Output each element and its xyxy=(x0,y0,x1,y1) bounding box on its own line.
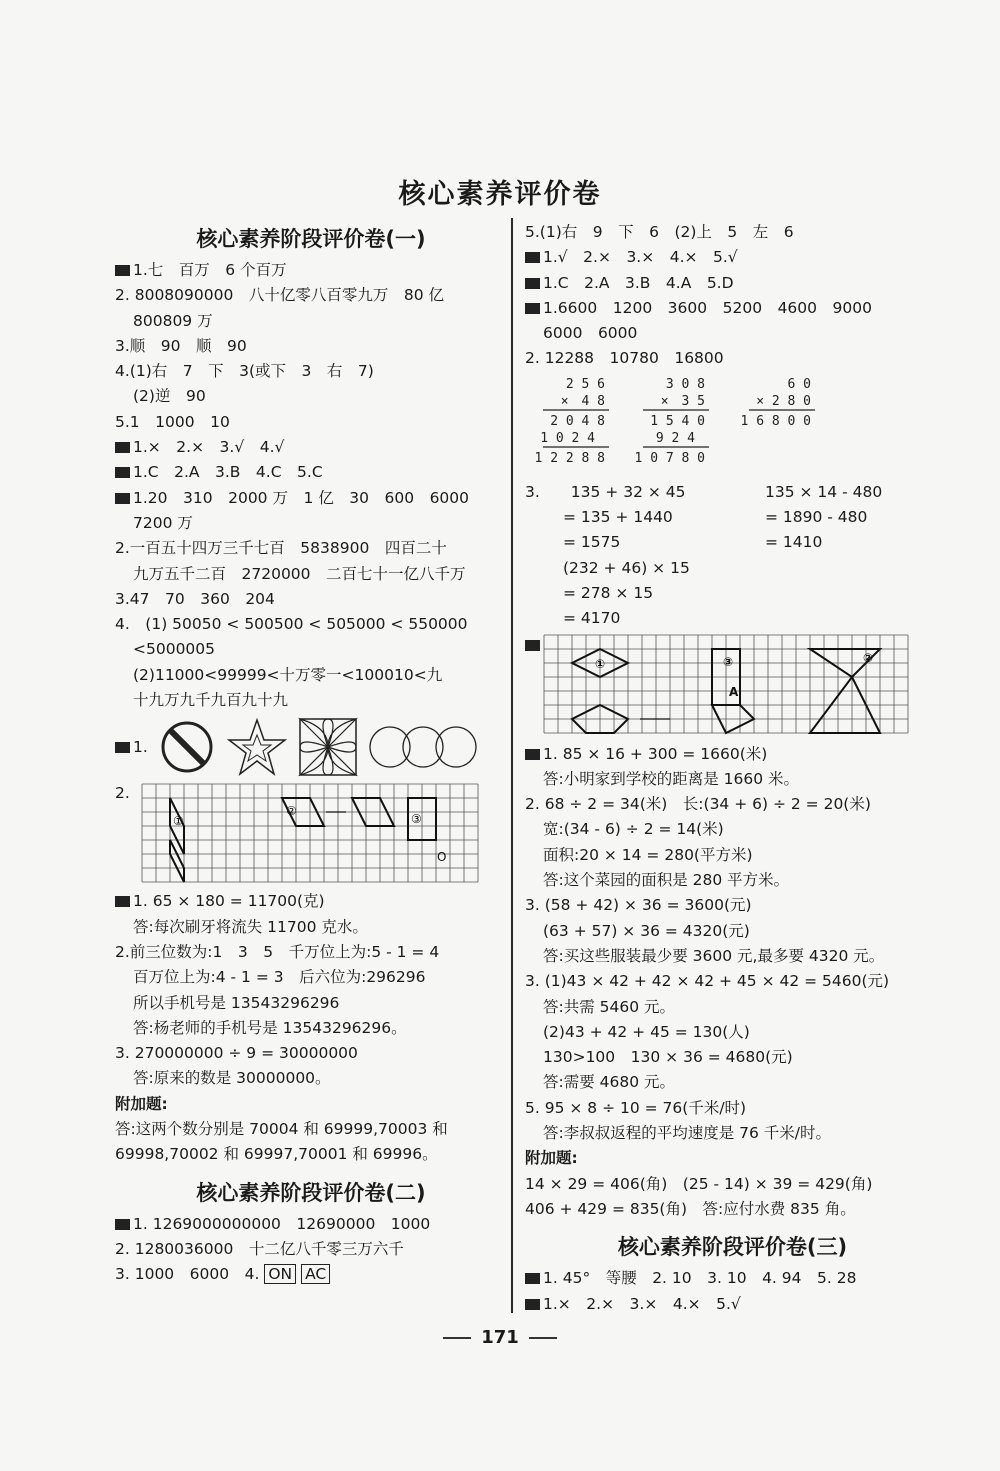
vertical-calculations xyxy=(525,372,940,480)
answer-line: 2. xyxy=(115,784,130,803)
answer-line: 2. 8008090000 八十亿零八百零九万 80 亿 xyxy=(115,286,444,305)
translation-grid xyxy=(141,783,481,885)
calc-b-line: 1 0 7 8 0 xyxy=(634,450,705,466)
section-title-2: 核心素养阶段评价卷(二) xyxy=(196,1180,426,1205)
section-marker-icon xyxy=(525,1299,540,1310)
no-sign-figure xyxy=(158,718,216,776)
boxed-answer: AC xyxy=(301,1264,330,1284)
answer-line: (232 + 46) × 15 xyxy=(563,558,690,577)
grid-question xyxy=(115,781,507,889)
answer-line: 5.1 1000 10 xyxy=(115,412,230,431)
answer-line: 宽:(34 - 6) ÷ 2 = 14(米) xyxy=(543,820,724,839)
answer-line: 答:小明家到学校的距离是 1660 米。 xyxy=(543,769,800,788)
answer-line: 7200 万 xyxy=(133,513,193,532)
answer-line: 附加题: xyxy=(115,1094,168,1113)
column-divider xyxy=(511,218,513,1313)
calc-b-line: × 3 5 xyxy=(660,393,705,409)
section-title-1: 核心素养阶段评价卷(一) xyxy=(196,227,426,251)
calc-a-line: 2 0 4 8 xyxy=(550,413,605,429)
answer-line: = 278 × 15 xyxy=(563,583,654,602)
grid-label: ③ xyxy=(723,654,734,669)
answer-line: 附加题: xyxy=(525,1149,578,1168)
answer-line: 答:原来的数是 30000000。 xyxy=(133,1069,331,1088)
answer-line: 所以手机号是 13543296296 xyxy=(133,993,340,1012)
right-column xyxy=(525,220,940,1317)
answer-line: 130>100 130 × 36 = 4680(元) xyxy=(543,1048,793,1067)
transform-grid xyxy=(543,634,913,742)
rings-figure xyxy=(368,717,478,777)
page-title: 核心素养评价卷 xyxy=(398,179,602,210)
calc-c-line: 6 0 xyxy=(787,376,811,392)
answer-line: 3.顺 90 顺 90 xyxy=(115,336,247,355)
answer-line: 3. 270000000 ÷ 9 = 30000000 xyxy=(115,1044,358,1063)
answer-line: 3. (58 + 42) × 36 = 3600(元) xyxy=(525,896,752,915)
answer-line: (2)逆 90 xyxy=(133,387,206,406)
answer-line: 5.(1)右 9 下 6 (2)上 5 左 6 xyxy=(525,223,794,241)
answer-line: 十九万九千九百九十九 xyxy=(133,691,289,710)
answer-line: 1.七 百万 6 个百万 xyxy=(115,258,507,283)
calc-b-line: 3 0 8 xyxy=(665,376,705,392)
answer-line: 九万五千二百 2720000 二百七十一亿八千万 xyxy=(133,564,466,583)
left-column xyxy=(115,220,507,1288)
answer-line: (63 + 57) × 36 = 4320(元) xyxy=(543,921,750,940)
answer-line: 1. 85 × 16 + 300 = 1660(米) xyxy=(525,742,940,767)
answer-line: 1.C 2.A 3.B 4.A 5.D xyxy=(525,271,940,296)
grid-label: ② xyxy=(863,650,874,665)
star-figure xyxy=(226,717,288,777)
section-marker-icon xyxy=(115,493,130,504)
parallelogram-shape xyxy=(170,840,184,882)
answer-line: 答:需要 4680 元。 xyxy=(543,1073,676,1092)
symmetry-figures xyxy=(115,713,507,781)
calc-c-line: × 2 8 0 xyxy=(756,393,811,409)
answer-line: 答:杨老师的手机号是 13543296296。 xyxy=(133,1018,407,1037)
calc-a-line: 1 0 2 4 xyxy=(540,430,595,446)
answer-line: = 4170 xyxy=(563,609,621,628)
answer-line: 1. 45° 等腰 2. 10 3. 10 4. 94 5. 28 xyxy=(525,1266,940,1291)
answer-line: = 1575 xyxy=(563,533,621,552)
answer-line: = 1410 xyxy=(765,533,823,552)
answer-line: 1. 1269000000000 12690000 1000 xyxy=(115,1212,507,1237)
answer-line: = 1890 - 480 xyxy=(765,508,868,527)
section-marker-icon xyxy=(115,442,130,453)
grid-label: O xyxy=(437,850,447,865)
page-number: 171 xyxy=(0,1327,1000,1348)
section-marker-icon xyxy=(525,303,540,314)
calc-a-line: 2 5 6 xyxy=(565,376,605,392)
answer-line: 答:李叔叔返程的平均速度是 76 千米/时。 xyxy=(543,1124,832,1143)
answer-line: = 135 + 1440 xyxy=(563,508,673,527)
answer-line: 答:买这些服装最少要 3600 元,最多要 4320 元。 xyxy=(543,946,885,965)
answer-line: 1. 65 × 180 = 11700(克) xyxy=(115,889,507,914)
calc-b-line: 1 5 4 0 xyxy=(650,413,705,429)
answer-line: <5000005 xyxy=(133,640,216,659)
calc-a-line: × 4 8 xyxy=(560,393,605,409)
answer-line: 答:每次刷牙将流失 11700 克水。 xyxy=(133,917,368,936)
boxed-answer: ON xyxy=(264,1264,296,1284)
section-marker-icon xyxy=(115,265,130,276)
answer-line: 406 + 429 = 835(角) 答:应付水费 835 角。 xyxy=(525,1199,856,1218)
calc-b-line: 9 2 4 xyxy=(655,430,695,446)
answer-line: 1.C 2.A 3.B 4.C 5.C xyxy=(115,460,507,485)
calc-c-line: 1 6 8 0 0 xyxy=(740,413,811,429)
answer-line: 1.× 2.× 3.√ 4.√ xyxy=(115,435,507,460)
section-marker-icon xyxy=(525,640,540,651)
answer-line: 答:这两个数分别是 70004 和 69999,70003 和 xyxy=(115,1120,448,1139)
section-marker-icon xyxy=(115,742,130,753)
section-marker-icon xyxy=(115,1219,130,1230)
section-marker-icon xyxy=(525,278,540,289)
answer-line: 3. 1000 6000 4. ON AC xyxy=(115,1262,507,1287)
answer-line: 1.6600 1200 3600 5200 4600 9000 xyxy=(525,296,940,321)
answer-line: 800809 万 xyxy=(133,311,213,330)
answer-line: 14 × 29 = 406(角) (25 - 14) × 39 = 429(角) xyxy=(525,1174,873,1193)
flower-square-figure xyxy=(298,717,358,777)
answer-line: 2. 12288 10780 16800 xyxy=(525,349,724,368)
answer-line: 答:这个菜园的面积是 280 平方米。 xyxy=(543,871,790,890)
grid-label: ① xyxy=(173,814,184,829)
answer-line: 4. (1) 50050 < 500500 < 505000 < 550000 xyxy=(115,615,468,634)
grid-label: ① xyxy=(595,656,606,671)
section-marker-icon xyxy=(525,1273,540,1284)
answer-line: 2.一百五十四万三千七百 5838900 四百二十 xyxy=(115,539,447,558)
section-marker-icon xyxy=(525,749,540,760)
section-marker-icon xyxy=(525,252,540,263)
answer-line: 答:共需 5460 元。 xyxy=(543,997,676,1016)
answer-line: 3. 135 + 32 × 45 xyxy=(525,482,686,501)
answer-line: 2. 1280036000 十二亿八千零三万六千 xyxy=(115,1239,404,1258)
grid-question xyxy=(525,634,940,742)
section-marker-icon xyxy=(115,467,130,478)
answer-line: 2. 68 ÷ 2 = 34(米) 长:(34 + 6) ÷ 2 = 20(米) xyxy=(525,795,871,814)
answer-line: 3. (1)43 × 42 + 42 × 42 + 45 × 42 = 5460(元) xyxy=(525,972,890,991)
answer-line: 3.47 70 360 204 xyxy=(115,589,275,608)
answer-line: (2)11000<99999<十万零一<100010<九 xyxy=(133,665,443,684)
grid-label: A xyxy=(729,684,739,699)
answer-line: 135 × 14 - 480 xyxy=(765,482,883,501)
answer-line: 1. xyxy=(115,738,148,756)
section-title-3: 核心素养阶段评价卷(三) xyxy=(617,1235,848,1260)
answer-line: 6000 6000 xyxy=(543,324,638,343)
answer-line: 1.20 310 2000 万 1 亿 30 600 6000 xyxy=(115,486,507,511)
answer-line: 4.(1)右 7 下 3(或下 3 右 7) xyxy=(115,362,374,381)
answer-line: 1.√ 2.× 3.× 4.× 5.√ xyxy=(525,245,940,270)
section-marker-icon xyxy=(115,896,130,907)
answer-line: (2)43 + 42 + 45 = 130(人) xyxy=(543,1022,750,1041)
answer-line: 1.× 2.× 3.× 4.× 5.√ xyxy=(525,1292,940,1317)
answer-line: 2.前三位数为:1 3 5 千万位上为:5 - 1 = 4 xyxy=(115,942,440,961)
answer-line: 百万位上为:4 - 1 = 3 后六位为:296296 xyxy=(133,968,426,987)
grid-label: ② xyxy=(286,804,297,819)
calc-a-line: 1 2 2 8 8 xyxy=(534,450,605,466)
grid-label: ③ xyxy=(411,812,422,827)
expression-block xyxy=(525,480,940,556)
answer-line: 5. 95 × 8 ÷ 10 = 76(千米/时) xyxy=(525,1098,747,1117)
answer-line: 69998,70002 和 69997,70001 和 69996。 xyxy=(115,1145,438,1164)
vertical-calc-svg xyxy=(534,374,843,478)
answer-line: 面积:20 × 14 = 280(平方米) xyxy=(543,845,753,864)
